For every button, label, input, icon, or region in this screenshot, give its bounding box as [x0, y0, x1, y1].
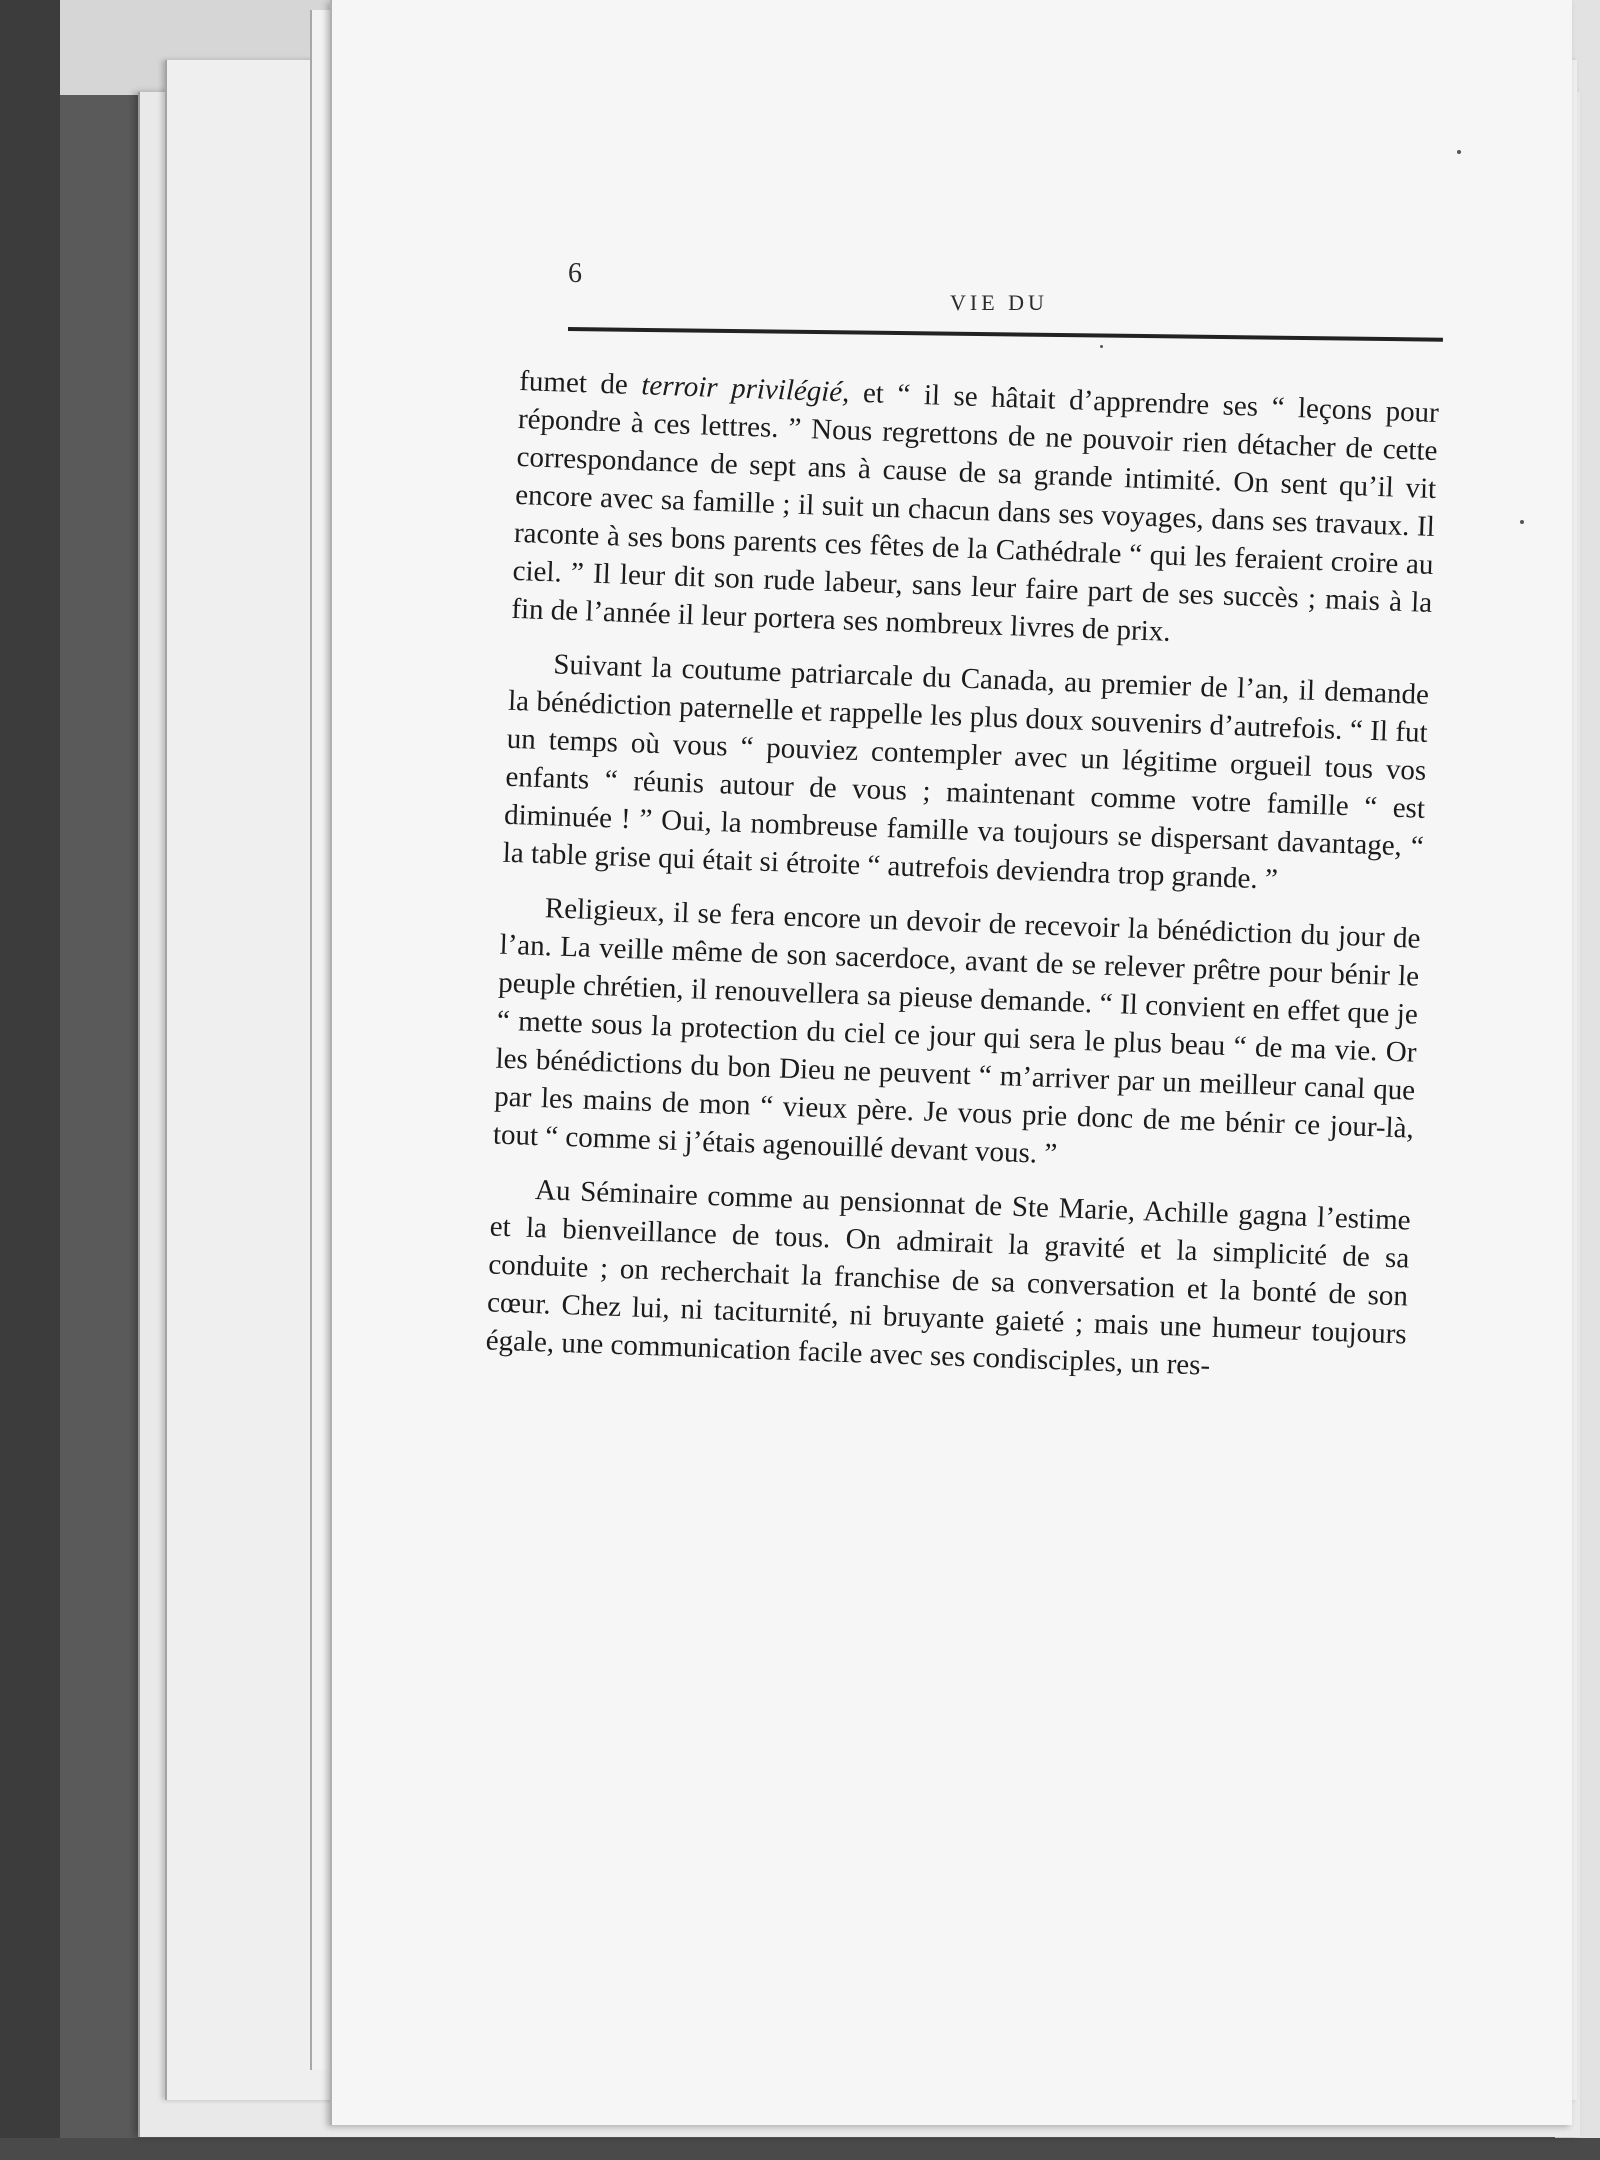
running-title: VIE DU [950, 290, 1048, 315]
paragraph: Religieux, il se fera encore un devoir de recevoir la bénédiction du jour de l’an. La veille même de son sacerdoce, avant de se relever prêtre pour bénir le peuple chrétien, il renouvellera sa pieuse demande. “ Il convient en effet que je “ mette sous la protection du ciel ce jour qui sera le plus beau “ de ma vie. Or les bénédictions du bon Dieu ne peuvent “ m’arriver par un meilleur canal que par les mains de mon “ vieux père. Je vous prie donc de me bénir ce jour-là, tout “ comme si j’étais agenouillé devant vous. ” [492, 892, 1421, 1171]
paper-speck [1100, 345, 1103, 348]
paper-speck [1520, 520, 1524, 524]
paragraph: Suivant la coutume patriarcale du Canada, au premier de l’an, il demande la bénédiction paternelle et rappelle les plus doux souvenirs d’autrefois. “ Il fut un temps où vous “ pouviez contempler avec un légitime orgueil tous vos enfants “ réunis autour de vous ; maintenant comme votre famille “ est diminuée ! ” Oui, la nombreuse famille va toujours se dispersant davantage, “ la table grise qui était si étroite “ autrefois deviendra trop grande. ” [502, 648, 1430, 896]
scanner-background-bottom [0, 2138, 1600, 2160]
body-text [485, 362, 1440, 1407]
paragraph: Au Séminaire comme au pensionnat de Ste Marie, Achille gagna l’estime et la bienveillance de tous. On admirait la gravité et la simplicité de sa conduite ; on recherchait la franchise de sa conversation et la bonté de son cœur. Chez lui, ni taciturnité, ni bruyante gaieté ; mais une humeur toujours égale, une communication facile avec ses condisciples, un res- [485, 1174, 1412, 1382]
italic-phrase: terroir privilégié, [640, 369, 851, 409]
page-number: 6 [568, 258, 582, 289]
scanner-background-left [0, 0, 60, 2160]
paragraph [511, 362, 1440, 660]
paragraph-text: et “ il se hâtait d’apprendre ses “ leçons pour répondre à ces lettres. ” Nous regrettons de ne pouvoir rien détacher de cette correspondance de sept ans à cause de sa grande intimité. On sent qu’il vit encore avec sa famille ; il suit un chacun dans ses voyages, dans ses travaux. Il raconte à ses bons parents ces fêtes de la Cathédrale “ qui les feraient croire au ciel. ” Il leur dit son rude labeur, sans leur faire part de ses succès ; mais à la fin de l’année il leur portera ses nombreux livres de prix. [510, 376, 1440, 648]
paper-speck [1457, 150, 1461, 154]
paragraph-text: fumet de [518, 364, 642, 402]
